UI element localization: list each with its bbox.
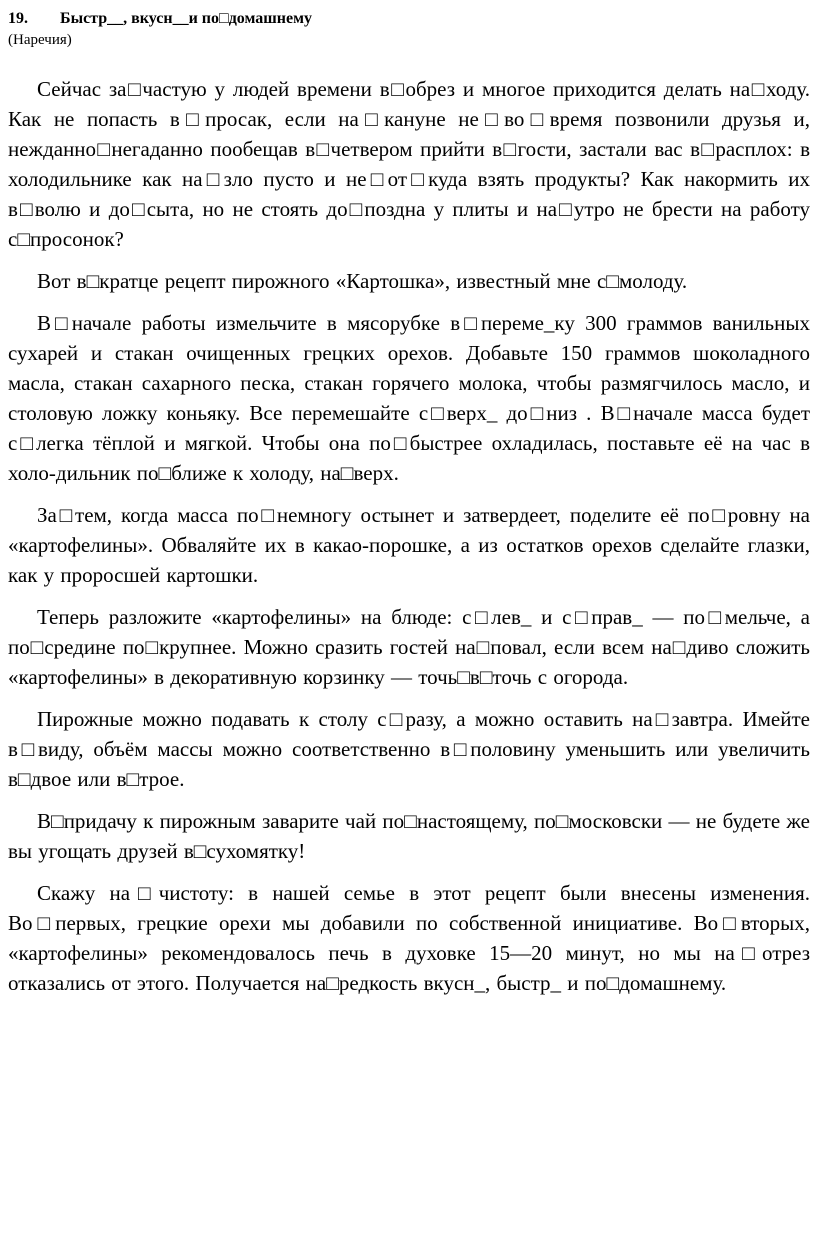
exercise-number: 19. bbox=[8, 10, 28, 27]
paragraph: Теперь разложите «картофелины» на блюде: с□лев_ и с□прав_ — по□мельче, а по□средине по□крупнее. Можно сразить гостей на□повал, если всем на□диво сложить «картофелины» в декоративную корзинку — точь□в□точь с огорода. bbox=[8, 605, 810, 689]
paragraph: Сейчас за□частую у людей времени в□обрез и многое приходится делать на□ходу. Как не попасть в□просак, если на□кануне не□во□время позвонили друзья и, нежданно□негаданно пообещав в□четвером прийти в□гости, застали вас в□расплох: в холодильнике как на□зло пусто и не□от□куда взять продукты? Как накормить их в□волю и до□сыта, но не стоять до□поздна у плиты и на□утро не брести на работу с□просонок? bbox=[8, 77, 810, 251]
exercise-header bbox=[8, 8, 810, 29]
paragraph: За□тем, когда масса по□немногу остынет и затвердеет, поделите её по□ровну на «картофелины». Обваляйте их в какао-порошке, а из остатков орехов сделайте глазки, как у проросшей картошки. bbox=[8, 503, 810, 587]
exercise-title: Быстр__, вкусн__и по□домашнему bbox=[60, 10, 312, 27]
exercise-subtitle: (Наречия) bbox=[8, 32, 72, 48]
paragraph: В□начале работы измельчите в мясорубке в□переме_ку 300 граммов ванильных сухарей и стакан очищенных грецких орехов. Добавьте 150 граммов шоколадного масла, стакан сахарного песка, стакан горячего молока, чтобы размягчилось масло, и столовую ложку коньяку. Все перемешайте с□верх_ до□низ . В□начале масса будет с□легка тёплой и мягкой. Чтобы она по□быстрее охладилась, поставьте её на час в холо-дильник по□ближе к холоду, на□верх. bbox=[8, 311, 810, 485]
paragraph: Вот в□кратце рецепт пирожного «Картошка», известный мне с□молоду. bbox=[37, 269, 688, 293]
paragraph: Пирожные можно подавать к столу с□разу, а можно оставить на□завтра. Имейте в□виду, объём массы можно соответственно в□половину уменьшить или увеличить в□двое или в□трое. bbox=[8, 707, 810, 791]
paragraph: В□придачу к пирожным заварите чай по□настоящему, по□московски — не будете же вы угощать друзей в□сухомятку! bbox=[8, 809, 810, 863]
paragraph: Скажу на□чистоту: в нашей семье в этот рецепт были внесены изменения. Во□первых, грецкие орехи мы добавили по собственной инициативе. Во□вторых, «картофелины» рекомендовалось печь в духовке 15—20 минут, но мы на□отрез отказались от этого. Получается на□редкость вкусн_, быстр_ и по□домашнему. bbox=[8, 881, 810, 995]
body-text bbox=[8, 74, 810, 998]
